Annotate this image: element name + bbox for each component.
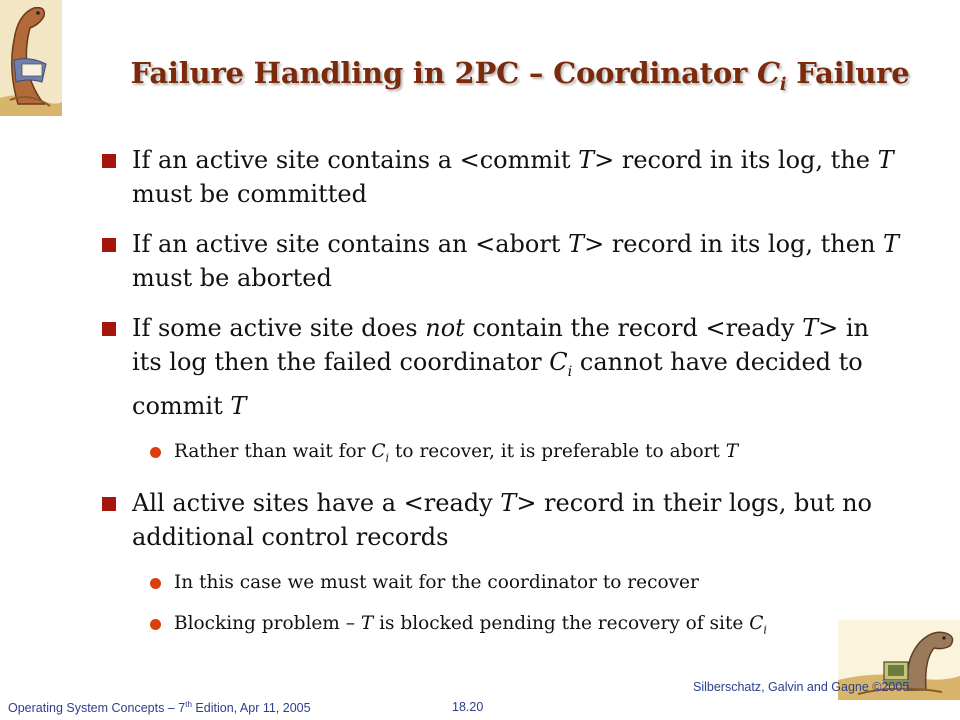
footer-slide-number: 18.20	[452, 700, 484, 714]
sub-bullet-blocking-problem: Blocking problem – T is blocked pending the recovery of site $C_i$	[148, 611, 900, 643]
bullet-no-ready-record: If some active site does not contain the record <ready T> in its log then the failed coordinator $C_i$ cannot have decided to commit T	[100, 311, 900, 423]
round-bullet-icon	[150, 619, 161, 630]
round-bullet-icon	[150, 447, 161, 458]
sub-bullet-wait-coordinator: In this case we must wait for the coordinator to recover	[148, 570, 900, 595]
square-bullet-icon	[102, 322, 116, 336]
slide-title: Failure Handling in 2PC – Coordinator $C_i$ Failure	[130, 56, 910, 95]
round-bullet-icon	[150, 578, 161, 589]
bullet-abort-record: If an active site contains an <abort T> record in its log, then T must be aborted	[100, 227, 900, 295]
square-bullet-icon	[102, 154, 116, 168]
dinosaur-reading-icon	[0, 0, 62, 116]
footer-authors: Silberschatz, Galvin and Gagne ©2005	[693, 680, 910, 694]
square-bullet-icon	[102, 238, 116, 252]
sub-bullet-abort-preferable: Rather than wait for $C_i$ to recover, it is preferable to abort T	[148, 439, 900, 471]
footer-book-title: Operating System Concepts – 7th Edition, Apr 11, 2005	[8, 700, 311, 716]
bullet-commit-record: If an active site contains a <commit T> record in its log, the T must be committed	[100, 143, 900, 211]
bullet-all-ready: All active sites have a <ready T> record in their logs, but no additional control records	[100, 486, 900, 554]
title-area	[100, 56, 940, 95]
square-bullet-icon	[102, 497, 116, 511]
bullet-list	[100, 143, 900, 659]
